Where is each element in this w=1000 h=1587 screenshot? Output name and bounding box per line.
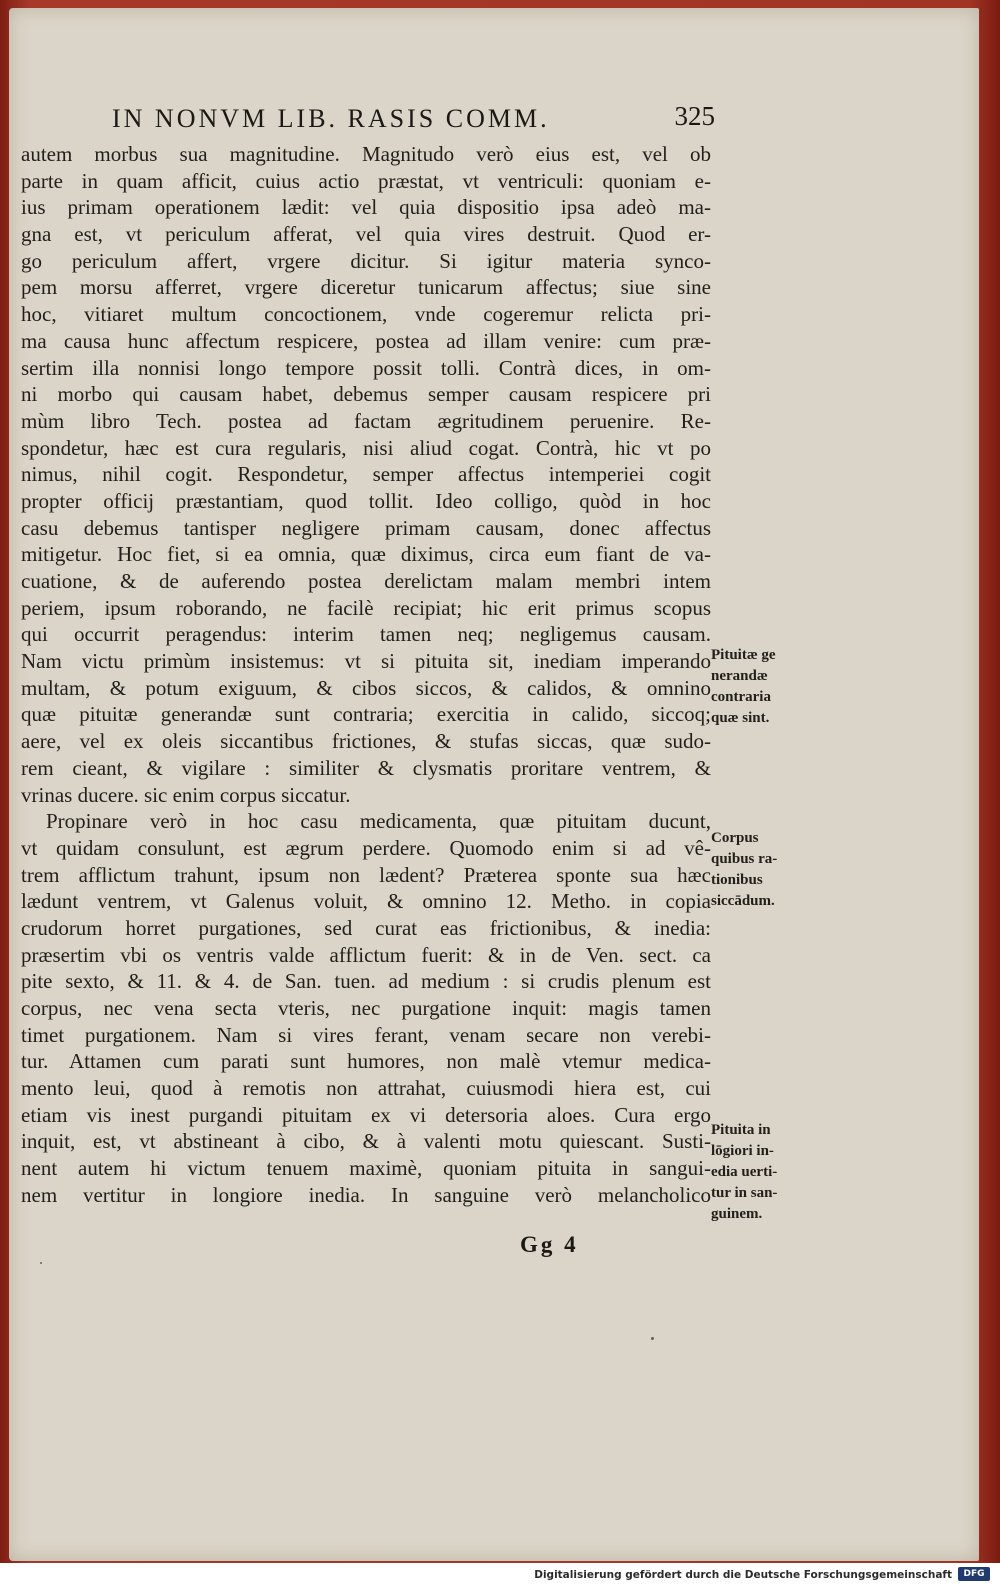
text-line: tur. Attamen cum parati sunt humores, non malè vtemur medica- [21, 1049, 711, 1074]
funding-credit: Digitalisierung gefördert durch die Deutsche Forschungsgemeinschaft [534, 1569, 952, 1581]
marginal-note-line: nerandæ [711, 668, 768, 684]
text-line: nent autem hi victum tenuem maximè, quoniam pituita in sangui- [21, 1156, 711, 1181]
text-line: cuatione, & de auferendo postea derelictam malam membri intem [21, 569, 711, 593]
text-line: quæ pituitæ generandæ sunt contraria; exercitia in calido, siccoq; [21, 702, 711, 727]
text-line: qui occurrit peragendus: interim tamen neq; negligemus causam. [21, 622, 711, 647]
text-line: gna est, vt periculum afferat, vel quia vires destruit. Quod er- [21, 222, 711, 247]
text-line: hoc, vitiaret multum concoctionem, vnde cogeremur relicta pri- [21, 302, 711, 327]
marginal-note-line: siccādum. [711, 893, 775, 909]
marginal-note-line: Pituitæ ge [711, 647, 776, 663]
text-line: multam, & potum exiguum, & cibos siccos, & calidos, & omnino [21, 675, 711, 700]
marginal-note [711, 828, 817, 912]
marginal-note-line: edia uerti- [711, 1164, 778, 1180]
text-line: ni morbo qui causam habet, debemus semper causam respicere pri [21, 382, 711, 407]
text-line: sertim illa nonnisi longo tempore possit tolli. Contrà dices, in om- [21, 355, 711, 380]
text-line: Propinare verò in hoc casu medicamenta, quæ pituitam ducunt, [46, 809, 711, 834]
marginal-note-line: tionibus [711, 872, 763, 888]
running-head: IN NONVM LIB. RASIS COMM. [112, 104, 550, 133]
text-line: mùm libro Tech. postea ad factam ægritudinem peruenire. Re- [21, 408, 711, 433]
text-line: præsertim vbi os ventris valde afflictum fuerit: & in de Ven. sect. ca [21, 942, 711, 967]
text-line: nimus, nihil cogit. Respondetur, semper affectus intemperiei cogit [21, 462, 711, 487]
page-number: 325 [674, 101, 715, 131]
paper-speck [40, 1262, 42, 1264]
text-line: crudorum horret purgationes, sed curat eas frictionibus, & inedia: [21, 915, 711, 940]
text-line: trem afflictum trahunt, ipsum non lædent? Præterea sponte sua hæc [21, 862, 711, 887]
text-line: periem, ipsum roborando, ne facilè recipiat; hic erit primus scopus [21, 595, 711, 620]
text-line: rem cieant, & vigilare : similiter & clysmatis proritare ventrem, & [21, 755, 711, 780]
text-line: autem morbus sua magnitudine. Magnitudo verò eius est, vel ob [21, 142, 711, 166]
text-line: nem vertitur in longiore inedia. In sanguine verò melancholico [21, 1182, 711, 1207]
dfg-logo: DFG [958, 1567, 990, 1581]
signature-mark: Gg 4 [520, 1232, 579, 1257]
text-line: corpus, nec vena secta vteris, nec purgatione inquit: magis tamen [21, 996, 711, 1020]
text-line: propter officij præstantiam, quod tollit. Ideo colligo, quòd in hoc [21, 488, 711, 513]
marginal-note-line: lōgiori in- [711, 1143, 774, 1159]
marginal-note-line: guinem. [711, 1206, 763, 1222]
marginal-note-line: quæ sint. [711, 710, 770, 726]
text-line: vt quidam consulunt, est ægrum perdere. Quomodo enim si ad vê- [21, 835, 711, 860]
text-line: pite sexto, & 11. & 4. de San. tuen. ad medium : si crudis plenum est [21, 969, 711, 994]
marginal-note-line: Corpus [711, 830, 759, 846]
paper-speck [651, 1337, 654, 1340]
text-line: mento leui, quod à remotis non attrahat, cuiusmodi hiera est, cui [21, 1076, 711, 1101]
text-line: ma causa hunc affectum respicere, postea ad illam venire: cum præ- [21, 328, 711, 353]
text-line: spondetur, hæc est cura regularis, nisi aliud cogat. Contrà, hic vt po [21, 435, 711, 460]
main-text-block [21, 141, 711, 1209]
text-line: ius primam operationem lædit: vel quia dispositio ipsa adeò ma- [21, 195, 711, 220]
marginal-note [711, 1120, 817, 1225]
text-line: vrinas ducere. sic enim corpus siccatur. [21, 782, 351, 807]
text-line: go periculum affert, vrgere dicitur. Si igitur materia synco- [21, 248, 711, 273]
text-line: casu debemus tantisper negligere primam causam, donec affectus [21, 515, 711, 540]
text-line: inquit, est, vt abstineant à cibo, & à valenti motu quiescant. Susti- [21, 1129, 711, 1154]
marginal-note-line: Pituita in [711, 1122, 771, 1138]
text-line: aere, vel ex oleis siccantibus frictiones, & stufas siccas, quæ sudo- [21, 729, 711, 754]
marginal-note-line: tur in san- [711, 1185, 778, 1201]
marginal-note-line: contraria [711, 689, 771, 705]
text-line: mitigetur. Hoc fiet, si ea omnia, quæ diximus, circa eum fiant de va- [21, 542, 711, 567]
text-line: parte in quam afficit, cuius actio præstat, vt ventriculi: quoniam e- [21, 168, 711, 193]
text-line: timet purgationem. Nam si vires ferant, venam secare non verebi- [21, 1022, 711, 1047]
text-line: pem morsu afferret, vrgere diceretur tunicarum affectus; siue sine [21, 275, 711, 300]
marginal-note-line: quibus ra- [711, 851, 778, 867]
text-line: lædunt ventrem, vt Galenus voluit, & omnino 12. Metho. in copia [21, 889, 711, 914]
marginal-note [711, 645, 817, 729]
text-line: etiam vis inest purgandi pituitam ex vi detersoria aloes. Cura ergo [21, 1102, 711, 1127]
text-line: Nam victu primùm insistemus: vt si pituita sit, inediam imperando [21, 649, 711, 674]
